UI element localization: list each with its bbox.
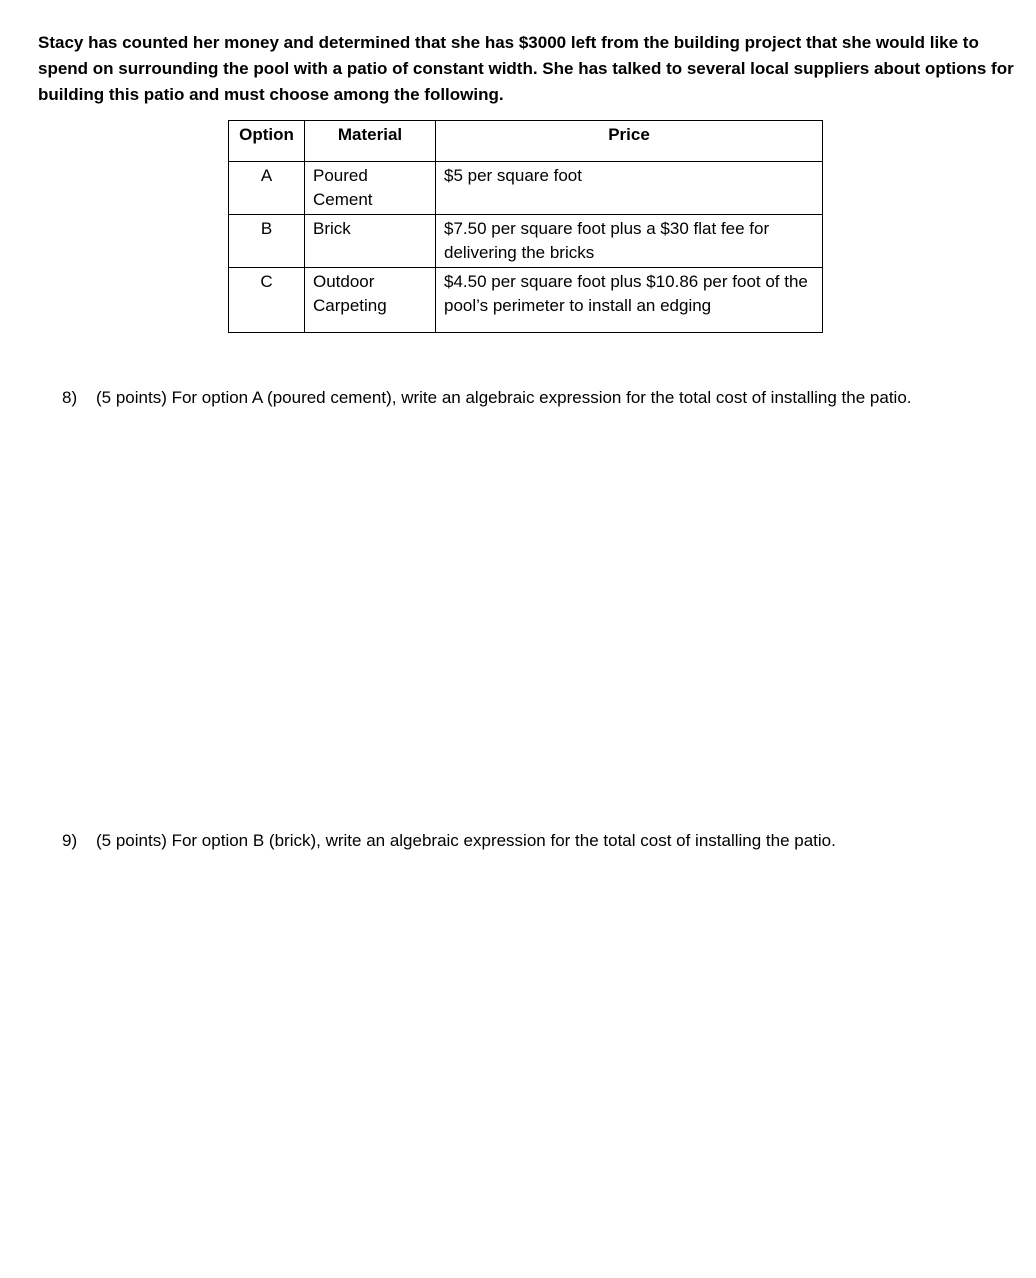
- options-table: [228, 120, 823, 333]
- price-cell: $5 per square foot: [436, 162, 823, 215]
- price-cell: $4.50 per square foot plus $10.86 per foot of the pool’s perimeter to install an edging: [436, 268, 823, 333]
- option-cell: B: [229, 215, 305, 268]
- option-cell: A: [229, 162, 305, 215]
- question-number: 8): [62, 388, 78, 407]
- material-cell: Poured Cement: [305, 162, 436, 215]
- question-9: [62, 829, 836, 853]
- price-cell: $7.50 per square foot plus a $30 flat fee for delivering the bricks: [436, 215, 823, 268]
- option-cell: C: [229, 268, 305, 333]
- intro-paragraph: Stacy has counted her money and determined that she has $3000 left from the building project that she would like to spend on surrounding the pool with a patio of constant width. She has talked to several local suppliers about options for building this patio and must choose among the following.: [38, 33, 1014, 104]
- question-text: (5 points) For option B (brick), write an algebraic expression for the total cost of installing the patio.: [96, 831, 836, 850]
- material-cell: Brick: [305, 215, 436, 268]
- header-material: Material: [305, 121, 436, 162]
- header-price: Price: [436, 121, 823, 162]
- question-text: (5 points) For option A (poured cement), write an algebraic expression for the total cost of installing the patio.: [96, 388, 912, 407]
- table-row: [229, 162, 823, 215]
- table-row: [229, 268, 823, 333]
- table-row: [229, 215, 823, 268]
- table-header-row: [229, 121, 823, 162]
- header-option: Option: [229, 121, 305, 162]
- question-8: [62, 386, 912, 410]
- question-number: 9): [62, 831, 78, 850]
- material-cell: Outdoor Carpeting: [305, 268, 436, 333]
